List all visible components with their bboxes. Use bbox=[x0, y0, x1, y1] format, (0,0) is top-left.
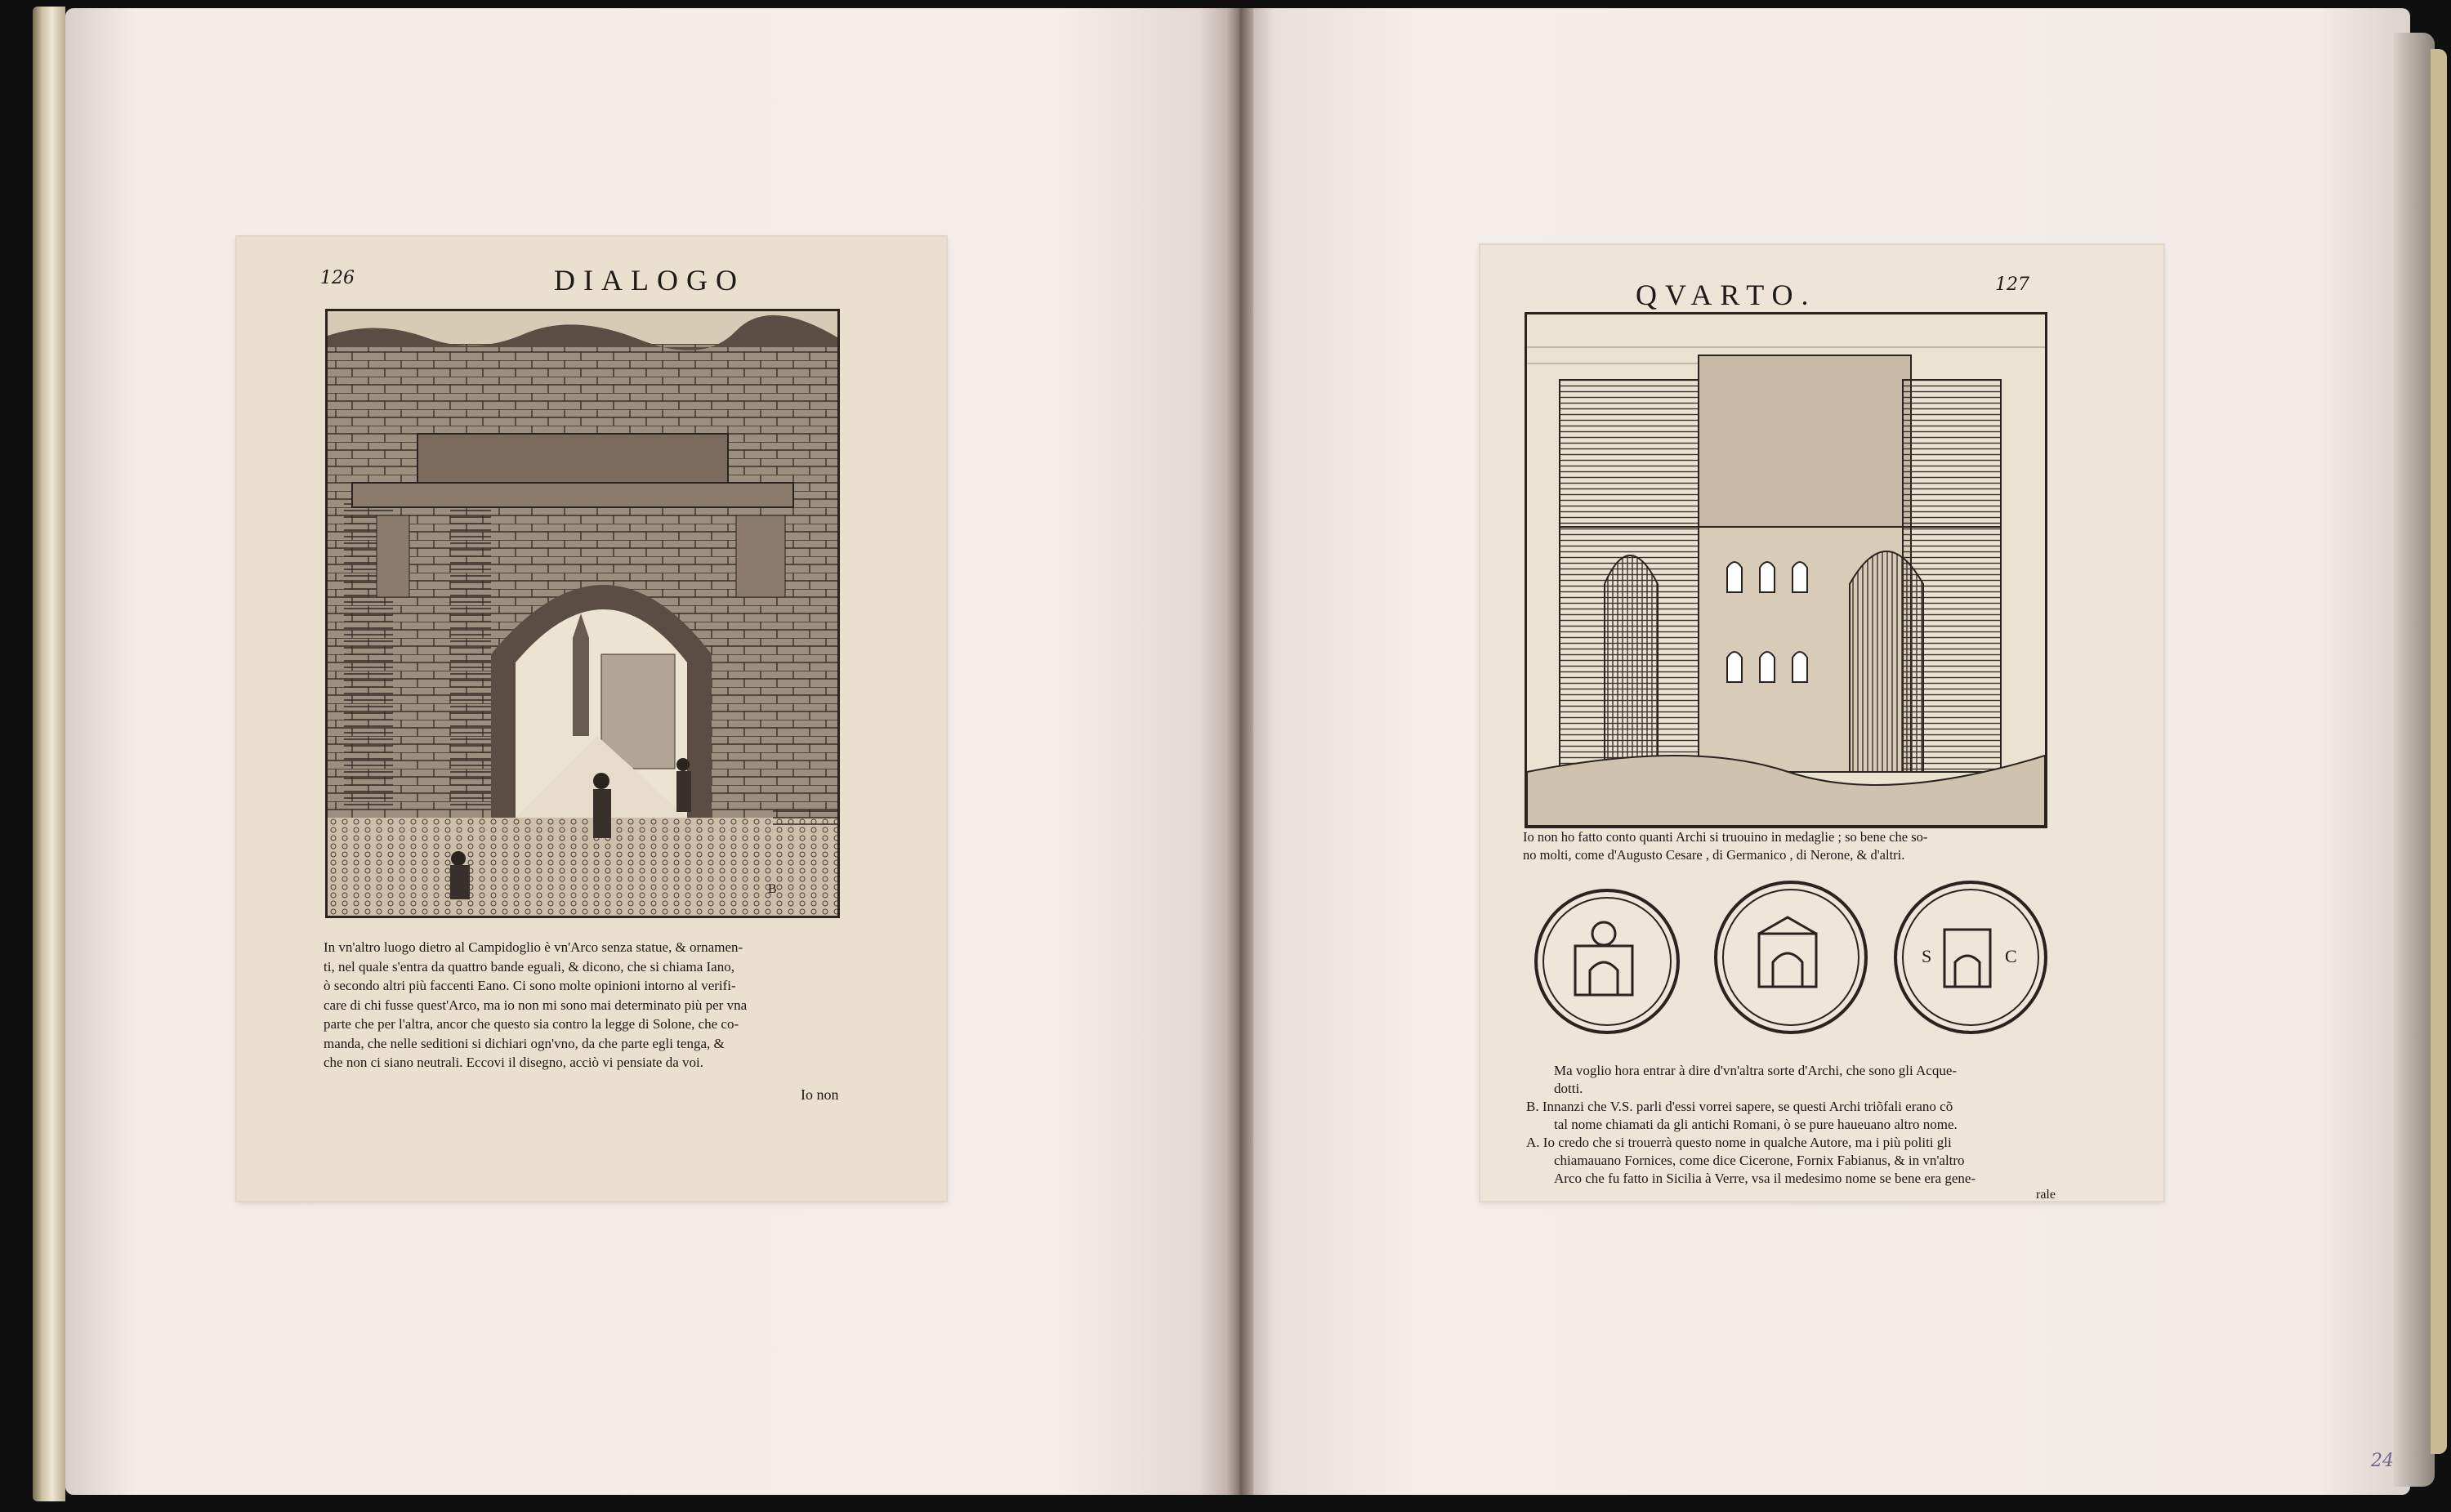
binding-right bbox=[2431, 49, 2447, 1454]
arch-of-janus-woodcut bbox=[325, 309, 840, 918]
catchword-right: rale bbox=[2036, 1188, 2056, 1202]
engraver-mark: B bbox=[768, 882, 777, 896]
arch-of-janus-quadrifrons-woodcut bbox=[1525, 312, 2047, 828]
page-number-right: 127 bbox=[1995, 274, 2029, 295]
medal-augustus bbox=[1534, 889, 1680, 1034]
page-number-left: 126 bbox=[320, 268, 355, 288]
dialogue-line: Ma voglio hora entrar à dire d'vn'altra sorte d'Archi, che sono gli Acque- bbox=[1554, 1063, 1958, 1078]
left-mounted-leaf bbox=[237, 237, 946, 1201]
right-page-caption: Io non ho fatto conto quanti Archi si truouino in medaglie ; so bene che so- no molti, come d'Augusto Cesare , di Germanico , di Nerone, & d'altri. bbox=[1523, 829, 1928, 863]
book-gutter bbox=[1226, 8, 1253, 1495]
medal-nero bbox=[1894, 881, 2047, 1034]
woodcut-illustration-right bbox=[1527, 314, 2045, 826]
running-head-left: DIALOGO bbox=[554, 264, 745, 297]
medal-row bbox=[1534, 881, 2041, 1036]
medal-arch-drawing bbox=[1894, 881, 2041, 1028]
dialogue-line: tal nome chiamati da gli antichi Romani, ò se pure haueuano altro nome. bbox=[1554, 1117, 1958, 1132]
medal-arch-drawing bbox=[1714, 881, 1861, 1028]
dialogue-line: chiamauano Fornices, come dice Cicerone, Fornix Fabianus, & in vn'altro bbox=[1554, 1153, 1965, 1168]
running-head-right: QVARTO. bbox=[1636, 279, 1817, 311]
dialogue-line: dotti. bbox=[1554, 1081, 1583, 1096]
medal-arch-drawing bbox=[1534, 889, 1673, 1028]
book-binding-left bbox=[33, 7, 65, 1501]
folio-number: 24 bbox=[2371, 1451, 2394, 1471]
left-page-paragraph: In vn'altro luogo dietro al Campidoglio è vn'Arco senza statue, & ornamen- ti, nel quale s'entra da quattro bande eguali, & dicono, che si chiama Iano, ò secondo altri più faccenti Eano. Ci sono molte opinioni intorno al verifi- care di chi fusse quest'Arco, ma io non mi sono mai determinato più per vna parte che per l'altra, ancor che questo sia contro la legge di Solone, che co- manda, che nelle seditioni si dichiari ogn'vno, da che parte egli tenga, & che non ci siano neutrali. Eccovi il disegno, acciò vi pensiate da voi. bbox=[324, 939, 748, 1070]
woodcut-illustration bbox=[328, 311, 837, 916]
coin-letter-c: C bbox=[2005, 946, 2017, 966]
dialogue-line: Arco che fu fatto in Sicilia à Verre, vsa il medesimo nome se bene era gene- bbox=[1554, 1171, 1976, 1186]
catchword-left: Io non bbox=[801, 1086, 839, 1103]
dialogue-line: B. Innanzi che V.S. parli d'essi vorrei sapere, se questi Archi triõfali erano cõ bbox=[1526, 1099, 1953, 1114]
coin-letter-s: S bbox=[1922, 946, 1932, 966]
dialogue-line: A. Io credo che si trouerrà questo nome in qualche Autore, ma i più politi gli bbox=[1526, 1135, 1952, 1150]
medal-germanicus bbox=[1714, 881, 1868, 1034]
page-stack-edge bbox=[2394, 33, 2435, 1487]
right-mounted-leaf bbox=[1480, 245, 2163, 1201]
